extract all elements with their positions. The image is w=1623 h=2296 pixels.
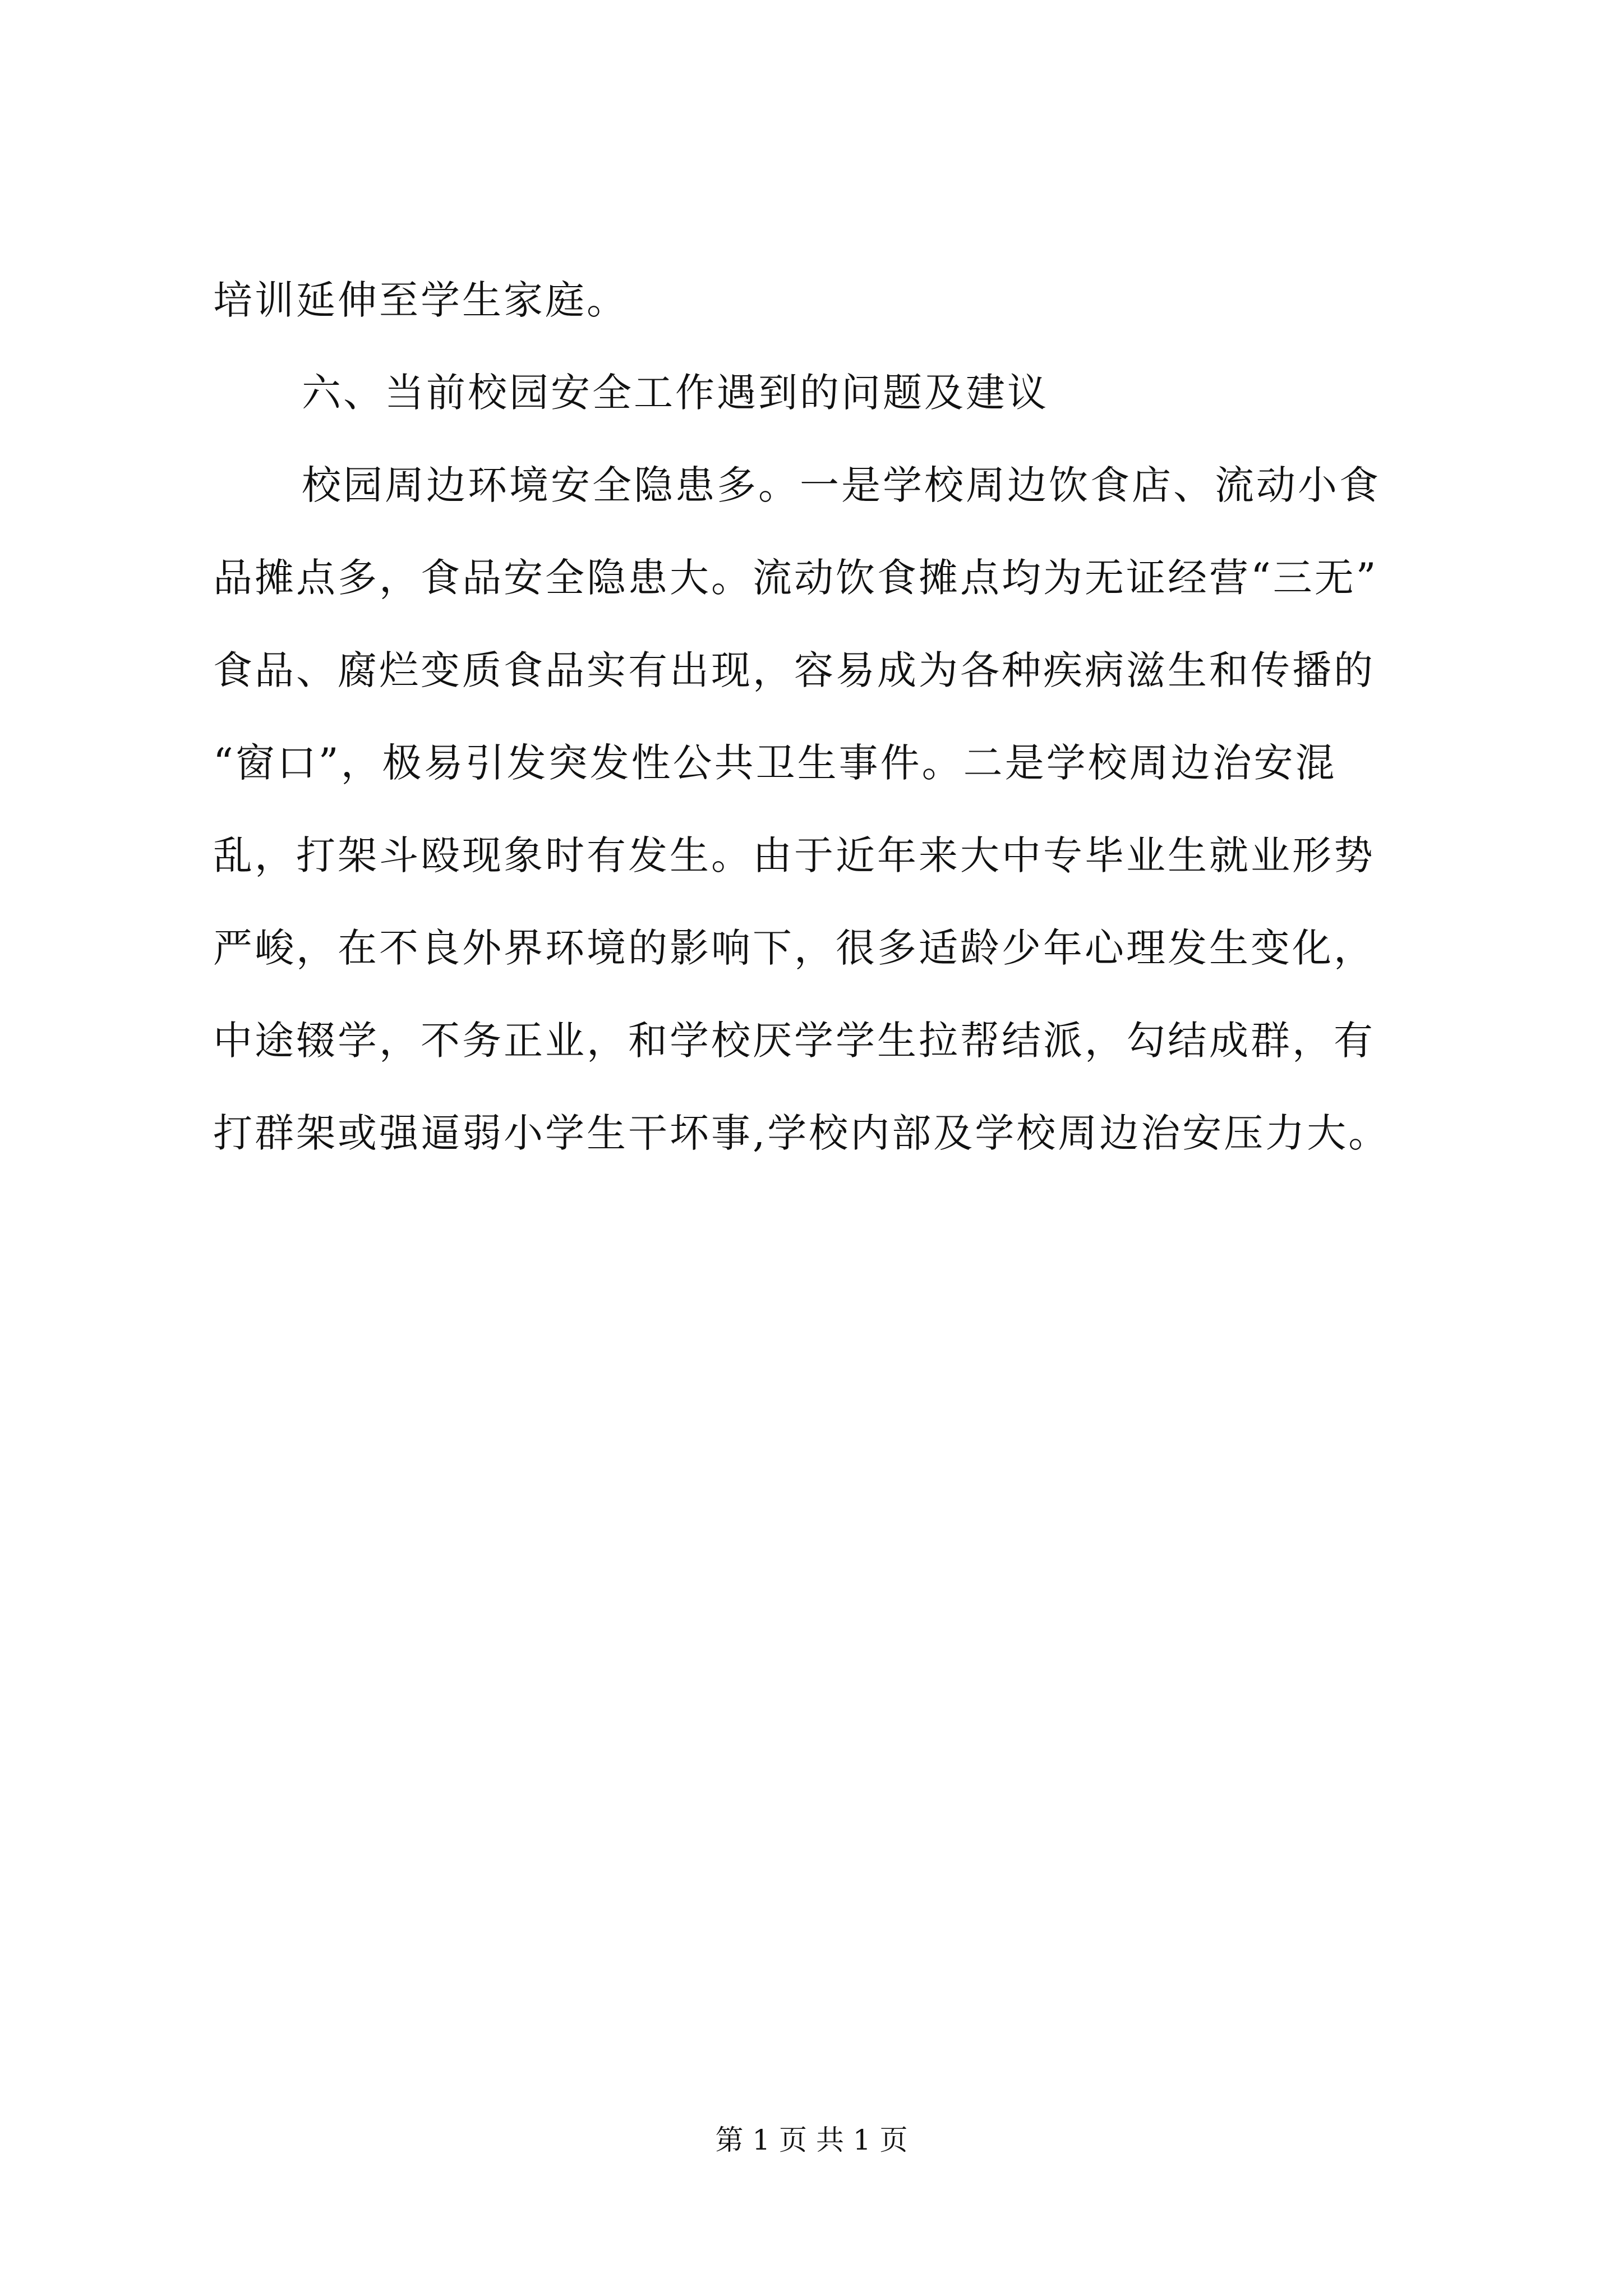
paragraph-line-3: 食品、腐烂变质食品实有出现，容易成为各种疾病滋生和传播的 <box>213 647 1375 693</box>
paragraph-line-1: 校园周边环境安全隐患多。一是学校周边饮食店、流动小食 <box>302 462 1381 508</box>
paragraph-line-7: 中途辍学，不务正业，和学校厌学学生拉帮结派，勾结成群，有 <box>213 1018 1375 1064</box>
paragraph-line-8: 打群架或强逼弱小学生干坏事,学校内部及学校周边治安压力大。 <box>213 1110 1390 1156</box>
intro-continuation-line: 培训延伸至学生家庭。 <box>213 277 628 323</box>
paragraph-line-4: “窗口”，极易引发突发性公共卫生事件。二是学校周边治安混 <box>213 740 1337 786</box>
section-heading: 六、当前校园安全工作遇到的问题及建议 <box>302 370 1049 416</box>
paragraph-line-6: 严峻，在不良外界环境的影响下，很多适龄少年心理发生变化， <box>213 925 1375 971</box>
paragraph-line-2: 品摊点多，食品安全隐患大。流动饮食摊点均为无证经营“三无” <box>213 555 1378 601</box>
paragraph-line-5: 乱，打架斗殴现象时有发生。由于近年来大中专毕业生就业形势 <box>213 832 1375 878</box>
page-number-footer: 第 1 页 共 1 页 <box>715 2124 908 2156</box>
